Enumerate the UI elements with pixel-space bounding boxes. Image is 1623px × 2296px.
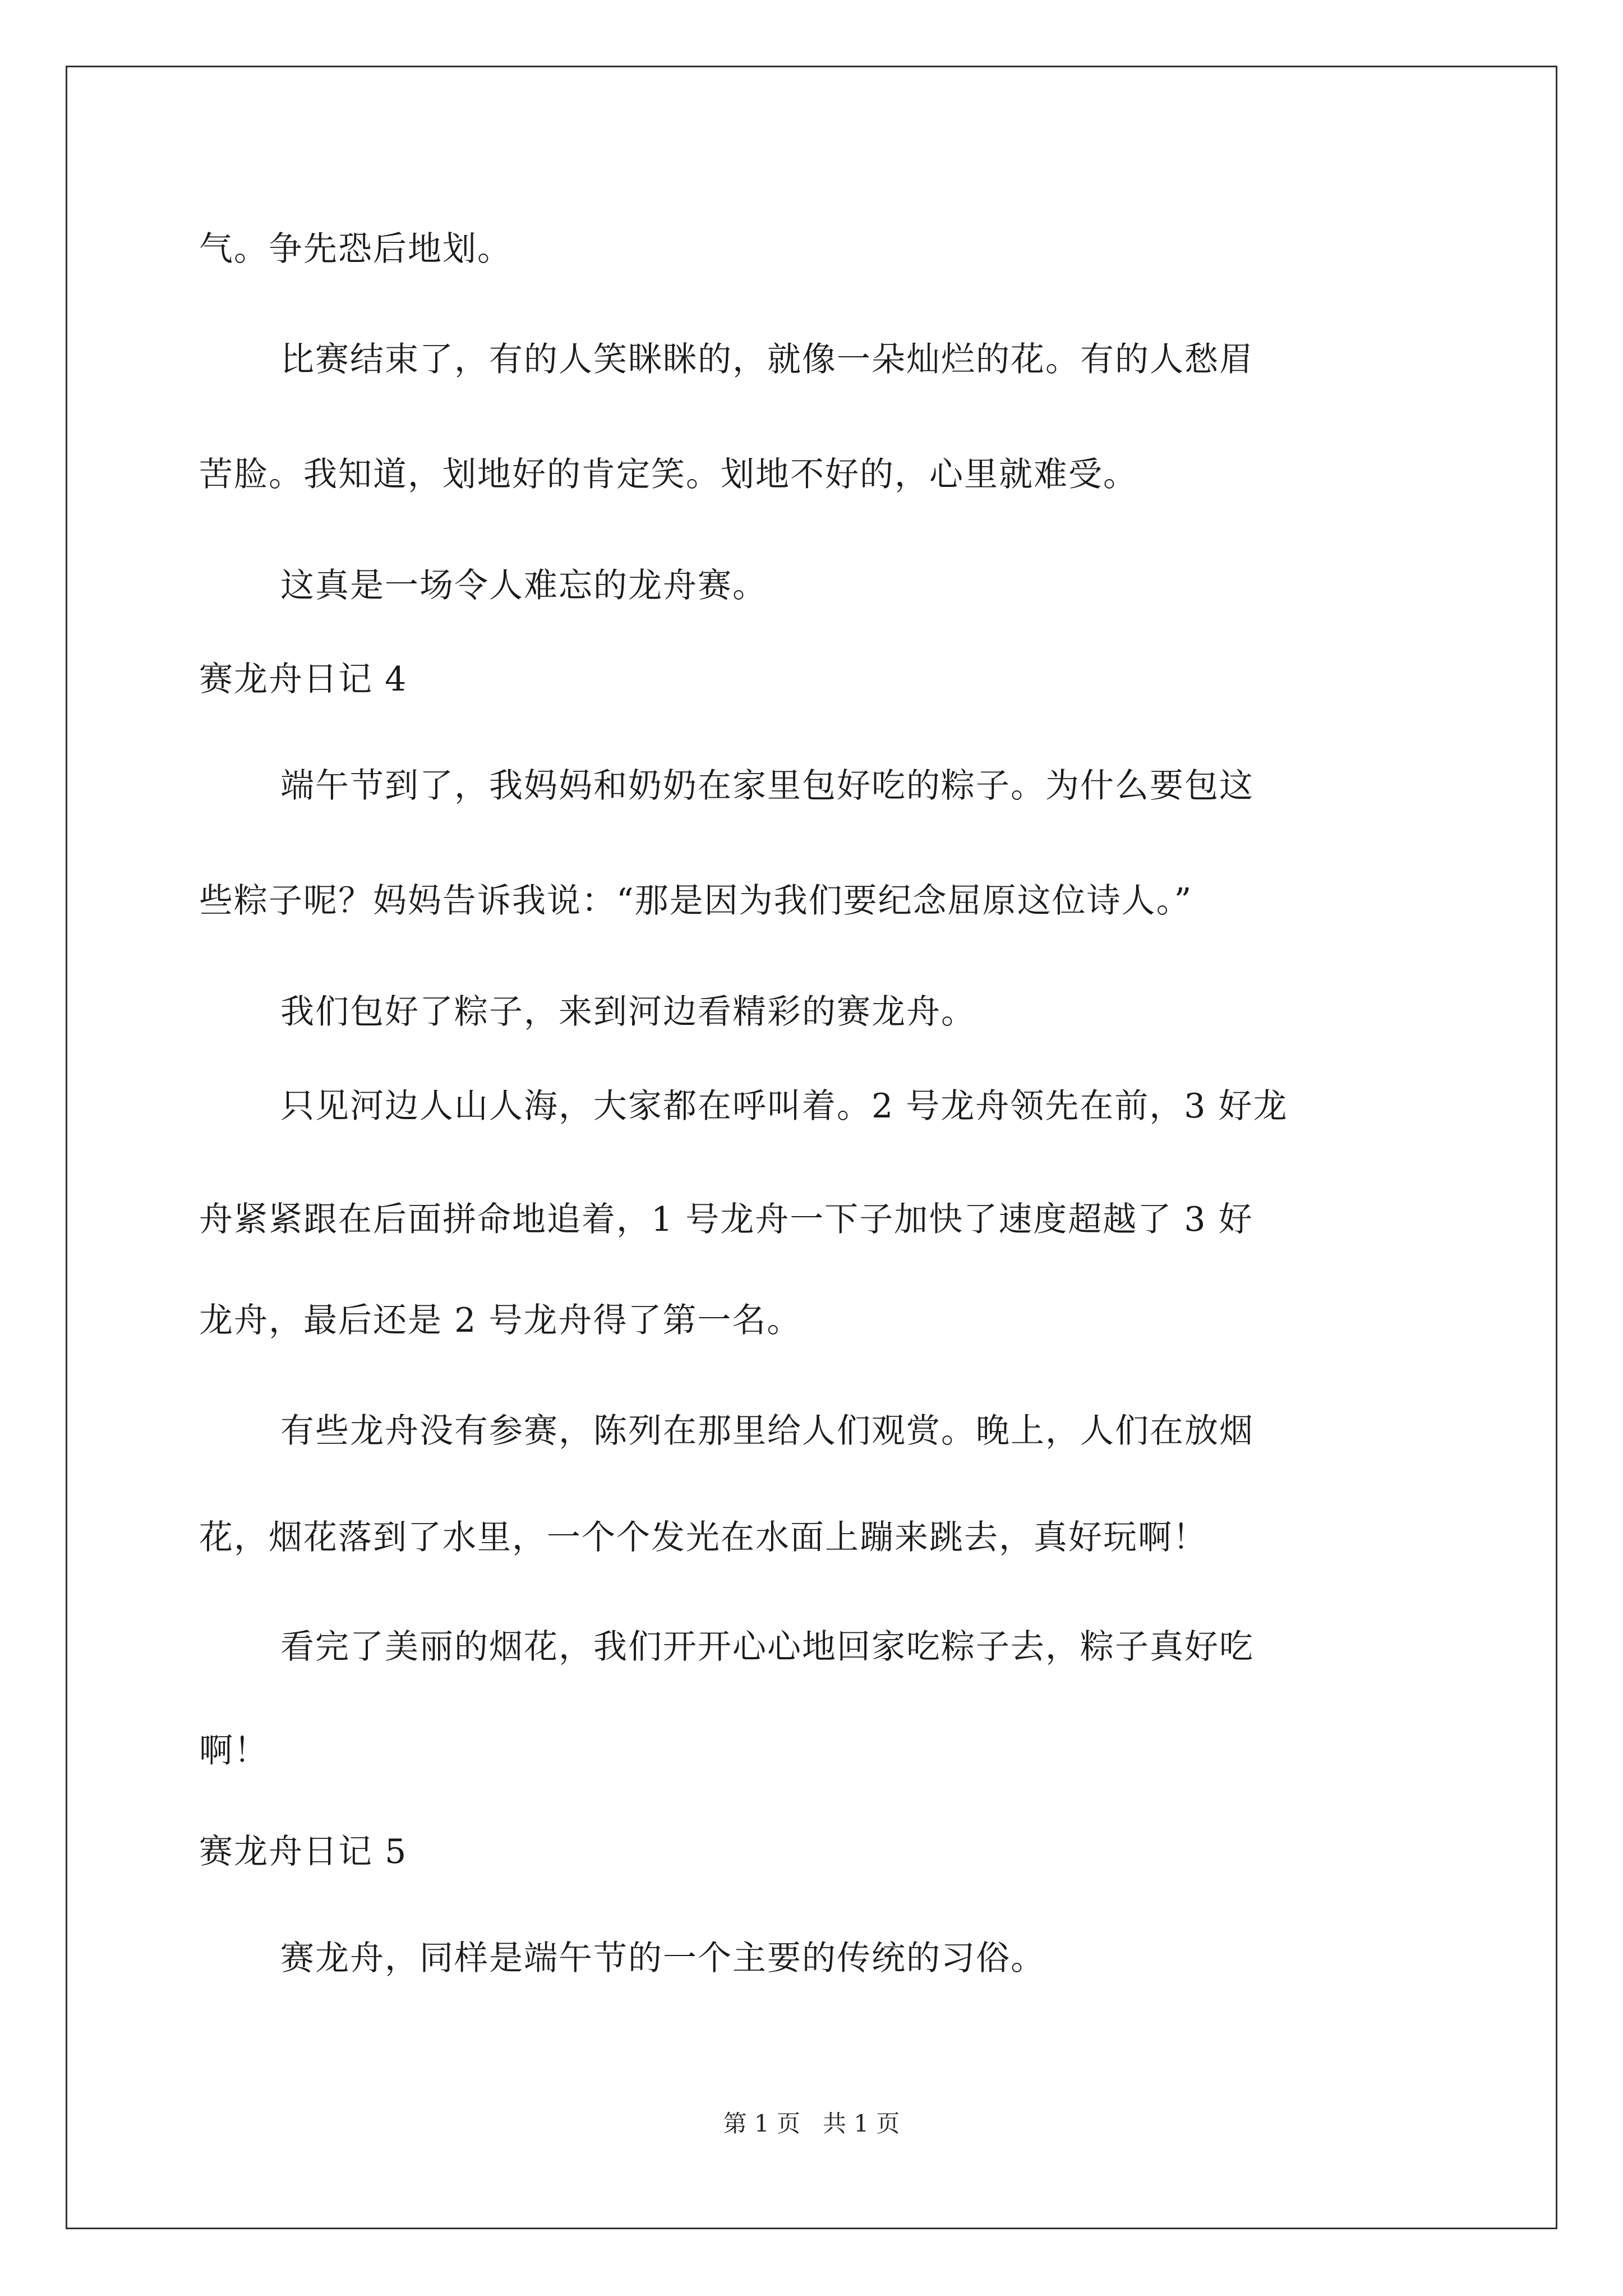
- paragraph-line: 些粽子呢？妈妈告诉我说：“那是因为我们要纪念屈原这位诗人。”: [199, 881, 1193, 921]
- paragraph-line: 我们包好了粽子，来到河边看精彩的赛龙舟。: [280, 992, 976, 1032]
- page-total: 共 1 页: [823, 2110, 900, 2137]
- paragraph-line: 花，烟花落到了水里，一个个发光在水面上蹦来跳去，真好玩啊！: [199, 1518, 1207, 1557]
- paragraph-line: 气。争先恐后地划。: [199, 229, 512, 269]
- page-number: 第 1 页: [723, 2110, 800, 2137]
- paragraph-line: 赛龙舟，同样是端午节的一个主要的传统的习俗。: [280, 1939, 1045, 1978]
- section-heading: 赛龙舟日记 4: [199, 660, 408, 699]
- paragraph-line: 舟紧紧跟在后面拼命地追着，1 号龙舟一下子加快了速度超越了 3 好: [199, 1200, 1253, 1239]
- paragraph-line: 啊！: [199, 1731, 269, 1770]
- paragraph-line: 这真是一场令人难忘的龙舟赛。: [280, 566, 767, 605]
- paragraph-line: 端午节到了，我妈妈和奶奶在家里包好吃的粽子。为什么要包这: [280, 766, 1254, 806]
- paragraph-line: 苦脸。我知道，划地好的肯定笑。划地不好的，心里就难受。: [199, 455, 1138, 494]
- section-heading: 赛龙舟日记 5: [199, 1832, 408, 1871]
- page-border: [66, 66, 1557, 2229]
- paragraph-line: 有些龙舟没有参赛，陈列在那里给人们观赏。晚上，人们在放烟: [280, 1411, 1254, 1451]
- paragraph-line: 比赛结束了，有的人笑眯眯的，就像一朵灿烂的花。有的人愁眉: [280, 340, 1254, 379]
- paragraph-line: 只见河边人山人海，大家都在呼叫着。2 号龙舟领先在前，3 好龙: [280, 1087, 1288, 1126]
- paragraph-line: 龙舟，最后还是 2 号龙舟得了第一名。: [199, 1301, 802, 1340]
- paragraph-line: 看完了美丽的烟花，我们开开心心地回家吃粽子去，粽子真好吃: [280, 1627, 1254, 1667]
- page-footer: [0, 2110, 1623, 2138]
